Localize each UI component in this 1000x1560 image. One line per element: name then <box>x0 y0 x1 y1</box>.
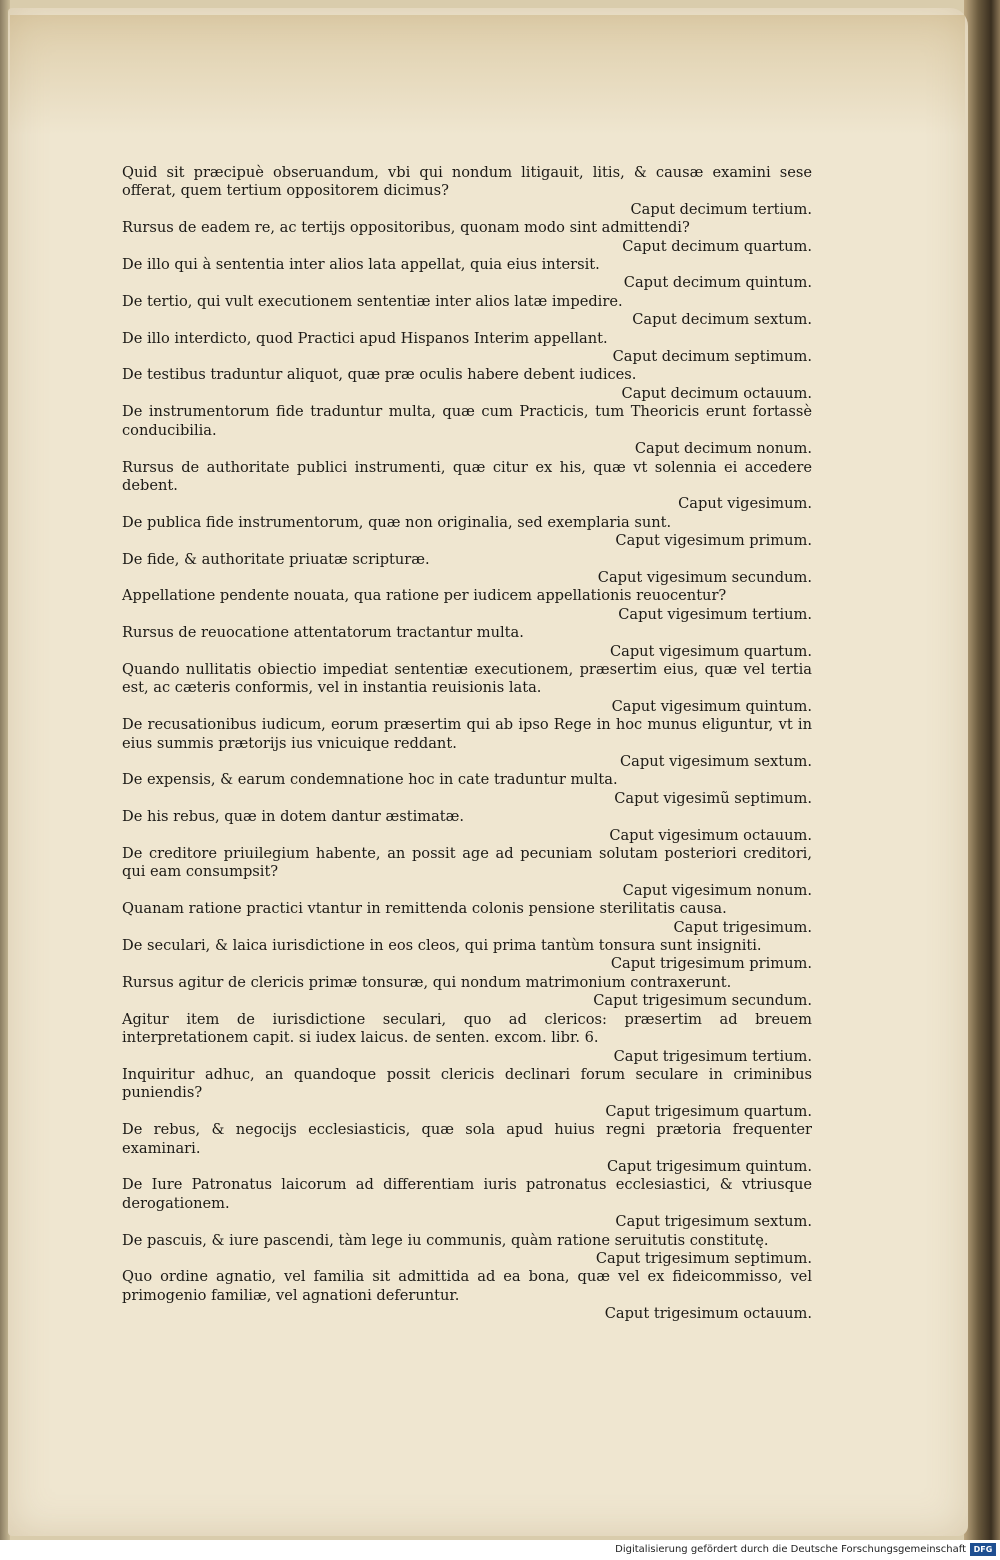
entry-caput: Caput trigesimum secundum. <box>593 992 812 1010</box>
index-entry <box>112 661 812 716</box>
entry-text: De testibus traduntur aliquot, quæ præ oculis habere debent iudices. <box>122 366 637 384</box>
entry-text: Rursus de eadem re, ac tertijs oppositoribus, quonam modo sint admittendi? <box>122 219 690 237</box>
entry-caput: Caput decimum nonum. <box>634 440 812 458</box>
chapter-index <box>112 164 812 1324</box>
entry-caput: Caput trigesimum septimum. <box>595 1249 812 1267</box>
index-entry <box>112 1232 812 1269</box>
index-entry <box>112 845 812 900</box>
entry-caput: Caput vigesimum quartum. <box>609 642 812 660</box>
entry-caput: Caput decimum quintum. <box>623 274 812 292</box>
entry-caput: Caput decimum septimum. <box>612 348 812 366</box>
entry-caput: Caput trigesimum octauum. <box>604 1305 812 1323</box>
index-entry <box>112 514 812 551</box>
index-entry <box>112 551 812 588</box>
entry-caput: Caput vigesimum octauum. <box>609 826 812 844</box>
entry-caput: Caput trigesimum tertium. <box>613 1047 812 1065</box>
index-entry <box>112 1176 812 1231</box>
index-entry <box>112 256 812 293</box>
entry-text: Agitur item de iurisdictione seculari, quo ad clericos: præsertim ad breuem interpretationem capit. si iudex laicus. de senten. excom. libr. 6. <box>122 1010 812 1047</box>
index-entry <box>112 808 812 845</box>
index-entry <box>112 624 812 661</box>
entry-text: De seculari, & laica iurisdictione in eos cleos, qui prima tantùm tonsura sunt insigniti. <box>122 937 762 955</box>
entry-caput: Caput vigesimum nonum. <box>622 881 812 899</box>
index-entry <box>112 587 812 624</box>
index-entry <box>112 937 812 974</box>
entry-text: De tertio, qui vult executionem sententiæ inter alios latæ impedire. <box>122 292 623 310</box>
entry-text: De instrumentorum fide traduntur multa, quæ cum Practicis, tum Theoricis erunt fortassè conducibilia. <box>122 403 812 439</box>
index-entry <box>112 974 812 1011</box>
entry-caput: Caput trigesimum. <box>673 918 812 936</box>
index-entry <box>112 1121 812 1176</box>
entry-text: Rursus de authoritate publici instrumenti, quæ citur ex his, quæ vt solennia ei accedere debent. <box>122 458 812 494</box>
index-entry <box>112 1011 812 1066</box>
entry-text: Rursus agitur de clericis primæ tonsuræ, qui nondum matrimonium contraxerunt. <box>122 973 732 991</box>
entry-caput: Caput vigesimum sextum. <box>620 753 812 770</box>
index-entry <box>112 716 812 771</box>
entry-text: De fide, & authoritate priuatæ scripturæ. <box>122 550 430 568</box>
dfg-logo: DFG <box>970 1543 996 1556</box>
index-entry <box>112 1066 812 1121</box>
entry-text: De his rebus, quæ in dotem dantur æstimatæ. <box>122 808 465 826</box>
entry-text: Quid sit præcipuè obseruandum, vbi qui nondum litigauit, litis, & causæ examini sese offerat, quem tertium oppositorem dicimus? <box>122 164 812 200</box>
entry-caput: Caput trigesimum quintum. <box>606 1157 812 1175</box>
entry-text: Rursus de reuocatione attentatorum tractantur multa. <box>122 624 524 642</box>
index-entry <box>112 1268 812 1323</box>
index-entry <box>112 293 812 330</box>
index-entry <box>112 771 812 808</box>
entry-text: Appellatione pendente nouata, qua ratione per iudicem appellationis reuocentur? <box>122 587 727 605</box>
water-stain <box>10 15 965 135</box>
entry-caput: Caput trigesimum primum. <box>610 955 812 973</box>
entry-caput: Caput decimum tertium. <box>630 200 812 218</box>
entry-caput: Caput trigesimum sextum. <box>615 1213 812 1231</box>
entry-caput: Caput decimum octauum. <box>621 384 812 402</box>
entry-text: De illo interdicto, quod Practici apud Hispanos Interim appellant. <box>122 329 608 347</box>
entry-text: De publica fide instrumentorum, quæ non originalia, sed exemplaria sunt. <box>122 513 672 531</box>
entry-text: De recusationibus iudicum, eorum præsertim qui ab ipso Rege in hoc munus eliguntur, vt in eius summis prætorijs ius vnicuique reddant. <box>122 716 812 752</box>
entry-text: De pascuis, & iure pascendi, tàm lege iu communis, quàm ratione seruitutis constitutę. <box>122 1231 769 1249</box>
entry-caput: Caput trigesimum quartum. <box>605 1102 812 1120</box>
index-entry <box>112 164 812 219</box>
entry-text: Quando nullitatis obiectio impediat sententiæ executionem, præsertim eius, quæ vel tertia est, ac cæteris conformis, vel in instantia reuisionis lata. <box>122 660 812 697</box>
index-entry <box>112 403 812 458</box>
entry-caput: Caput vigesimũ septimum. <box>614 789 812 807</box>
entry-text: Inquiritur adhuc, an quandoque possit clericis declinari forum seculare in criminibus puniendis? <box>122 1065 812 1102</box>
entry-caput: Caput vigesimum quintum. <box>611 697 812 715</box>
entry-caput: Caput vigesimum. <box>678 495 812 513</box>
entry-caput: Caput vigesimum tertium. <box>618 605 812 623</box>
entry-text: Quanam ratione practici vtantur in remittenda colonis pensione sterilitatis causa. <box>122 900 727 918</box>
entry-caput: Caput vigesimum secundum. <box>597 568 812 586</box>
entry-text: Quo ordine agnatio, vel familia sit admittida ad ea bona, quæ vel ex fideicommisso, vel primogenio familiæ, vel agnationi deferuntur. <box>122 1268 812 1304</box>
digitization-credit: Digitalisierung gefördert durch die Deutsche Forschungsgemeinschaft <box>615 1544 966 1555</box>
entry-caput: Caput vigesimum primum. <box>615 532 812 550</box>
book-edge-right <box>964 0 1000 1540</box>
entry-text: De creditore priuilegium habente, an possit age ad pecuniam solutam posteriori creditori, qui eam consumpsit? <box>122 845 812 881</box>
index-entry <box>112 366 812 403</box>
index-entry <box>112 330 812 367</box>
index-entry <box>112 219 812 256</box>
entry-text: De Iure Patronatus laicorum ad differentiam iuris patronatus ecclesiastici, & vtriusque derogationem. <box>122 1176 812 1212</box>
index-entry <box>112 459 812 514</box>
entry-text: De rebus, & negocijs ecclesiasticis, quæ sola apud huius regni prætoria frequenter examinari. <box>122 1121 812 1157</box>
entry-text: De expensis, & earum condemnatione hoc in cate traduntur multa. <box>122 771 618 789</box>
entry-text: De illo qui à sententia inter alios lata appellat, quia eius intersit. <box>122 256 600 274</box>
index-entry <box>112 900 812 937</box>
entry-caput: Caput decimum sextum. <box>632 311 812 329</box>
entry-caput: Caput decimum quartum. <box>622 237 812 255</box>
